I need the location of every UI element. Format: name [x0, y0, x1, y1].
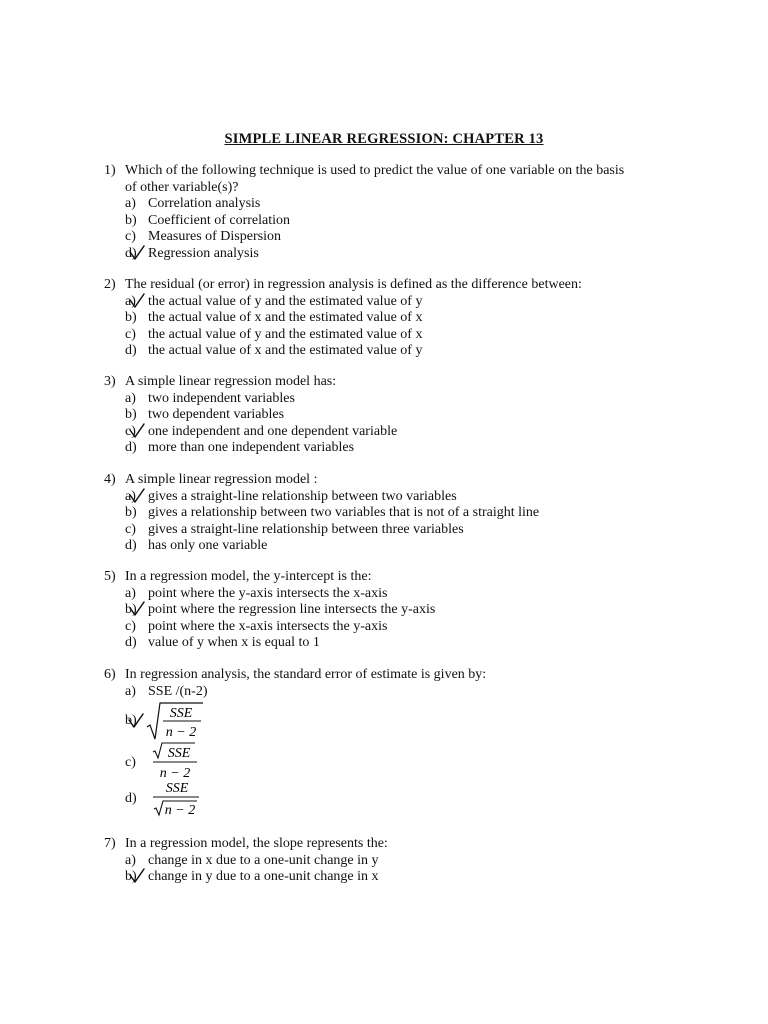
option-b: [0, 407, 768, 424]
page-title: SIMPLE LINEAR REGRESSION: CHAPTER 13: [224, 131, 544, 147]
denominator: n − 2: [165, 725, 197, 740]
option-letter: d): [125, 635, 137, 650]
option-c: [0, 424, 768, 441]
checkmark-icon: [129, 600, 145, 618]
option-text: more than one independent variables: [148, 440, 355, 455]
option-letter: a): [125, 293, 136, 309]
question-text: [0, 472, 768, 489]
option-a: [0, 391, 768, 408]
option-a: [0, 586, 768, 603]
option-text: Regression analysis: [148, 245, 259, 261]
numerator: SSE: [165, 781, 189, 796]
question-2: [0, 277, 768, 360]
option-text: gives a straight-line relationship between three variables: [148, 521, 464, 537]
option-letter: b): [125, 212, 137, 228]
question-text-line: A simple linear regression model has:: [125, 374, 337, 389]
option-text: two independent variables: [148, 390, 295, 406]
formula-d: [151, 777, 203, 821]
option-letter: c): [125, 618, 136, 634]
option-c: [0, 522, 768, 539]
option-letter: a): [125, 585, 136, 601]
question-number: 4): [104, 472, 116, 487]
denominator: n − 2: [164, 803, 196, 818]
option-letter: a): [125, 488, 136, 504]
option-letter: c): [125, 326, 136, 342]
option-a: [0, 294, 768, 311]
question-3: [0, 374, 768, 457]
formula-b: [145, 699, 205, 743]
question-text-line: Which of the following technique is used to predict the value of one variable on the basis: [125, 163, 625, 178]
option-d: [0, 538, 768, 555]
option-b: [0, 602, 768, 619]
option-text: change in x due to a one-unit change in y: [148, 852, 379, 868]
checkmark-icon: [129, 422, 145, 440]
question-5: [0, 569, 768, 652]
option-text: SSE /(n-2): [148, 683, 208, 699]
option-letter: c): [125, 229, 136, 244]
option-letter: a): [125, 683, 136, 699]
option-c: [0, 619, 768, 636]
option-letter: a): [125, 852, 136, 868]
formula-c: [151, 740, 201, 782]
option-a: [0, 684, 768, 701]
option-text: Coefficient of correlation: [148, 212, 291, 228]
option-a: [0, 853, 768, 870]
option-d: [0, 343, 768, 360]
question-7: [0, 836, 768, 886]
option-text: two dependent variables: [148, 407, 285, 422]
question-text-line: A simple linear regression model :: [125, 472, 318, 487]
option-d: [0, 440, 768, 457]
option-text: the actual value of y and the estimated value of x: [148, 326, 423, 342]
option-text: Correlation analysis: [148, 196, 261, 211]
option-text: has only one variable: [148, 538, 268, 553]
option-a: [0, 196, 768, 213]
option-letter: d): [125, 440, 137, 455]
checkmark-icon: [129, 292, 145, 310]
numerator: SSE: [169, 706, 193, 721]
checkmark-icon: [128, 712, 144, 730]
checkmark-icon: [129, 867, 145, 885]
option-text: gives a straight-line relationship between two variables: [148, 488, 457, 504]
question-number: 3): [104, 374, 116, 389]
option-letter: b): [125, 407, 137, 422]
option-text: the actual value of x and the estimated value of y: [148, 343, 423, 358]
option-text: point where the regression line intersects the y-axis: [148, 602, 436, 617]
option-d-letter: d): [125, 791, 137, 806]
question-number: 2): [104, 277, 116, 292]
question-text: [0, 569, 768, 586]
question-number: 5): [104, 569, 116, 584]
option-letter: c): [125, 521, 136, 537]
question-text: [0, 836, 768, 853]
numerator: SSE: [167, 746, 191, 761]
option-text: the actual value of y and the estimated value of y: [148, 293, 423, 309]
option-letter: d): [125, 538, 137, 553]
question-4: [0, 472, 768, 555]
option-text: the actual value of x and the estimated value of x: [148, 310, 423, 325]
option-letter: b): [125, 310, 137, 325]
option-d: [0, 246, 768, 263]
question-text: [0, 374, 768, 391]
formula-d-svg: [151, 777, 203, 821]
option-text: one independent and one dependent variable: [148, 423, 398, 439]
option-text: value of y when x is equal to 1: [148, 635, 320, 650]
option-b: [0, 869, 768, 886]
option-b: [0, 310, 768, 327]
question-6: [0, 667, 768, 700]
option-letter: a): [125, 196, 136, 211]
option-text: gives a relationship between two variables that is not of a straight line: [148, 505, 540, 520]
option-text: change in y due to a one-unit change in x: [148, 869, 379, 884]
option-letter: c): [125, 423, 136, 439]
question-text: [0, 180, 768, 197]
option-b: [0, 505, 768, 522]
question-text: [0, 667, 768, 684]
option-text: point where the x-axis intersects the y-axis: [148, 618, 388, 634]
formula-b-svg: [145, 699, 205, 743]
question-text: [0, 163, 768, 180]
option-letter: a): [125, 390, 136, 406]
denominator: n − 2: [159, 766, 191, 781]
question-number: 7): [104, 836, 116, 851]
option-c: [0, 327, 768, 344]
option-letter: b): [125, 602, 137, 617]
question-text-line: In regression analysis, the standard error of estimate is given by:: [125, 667, 487, 682]
option-letter: b): [125, 869, 137, 884]
option-d: [0, 635, 768, 652]
formula-c-svg: [151, 740, 201, 782]
checkmark-icon: [129, 244, 145, 262]
question-text-line: In a regression model, the y-intercept is the:: [125, 569, 372, 584]
option-b: [0, 213, 768, 230]
question-text-line: The residual (or error) in regression analysis is defined as the difference between:: [125, 277, 582, 292]
option-letter: d): [125, 245, 137, 261]
checkmark-icon: [129, 487, 145, 505]
question-text: [0, 277, 768, 294]
option-text: point where the y-axis intersects the x-axis: [148, 585, 388, 601]
question-number: 6): [104, 667, 116, 682]
option-c-letter: c): [125, 755, 136, 770]
question-number: 1): [104, 163, 116, 178]
option-letter: b): [125, 505, 137, 520]
question-1: [0, 163, 768, 262]
option-a: [0, 489, 768, 506]
option-letter: d): [125, 343, 137, 358]
option-text: Measures of Dispersion: [148, 229, 281, 244]
option-c: [0, 229, 768, 246]
question-text-line: of other variable(s)?: [125, 179, 239, 195]
question-text-line: In a regression model, the slope represents the:: [125, 836, 388, 851]
option-b-letter: b): [125, 713, 137, 728]
